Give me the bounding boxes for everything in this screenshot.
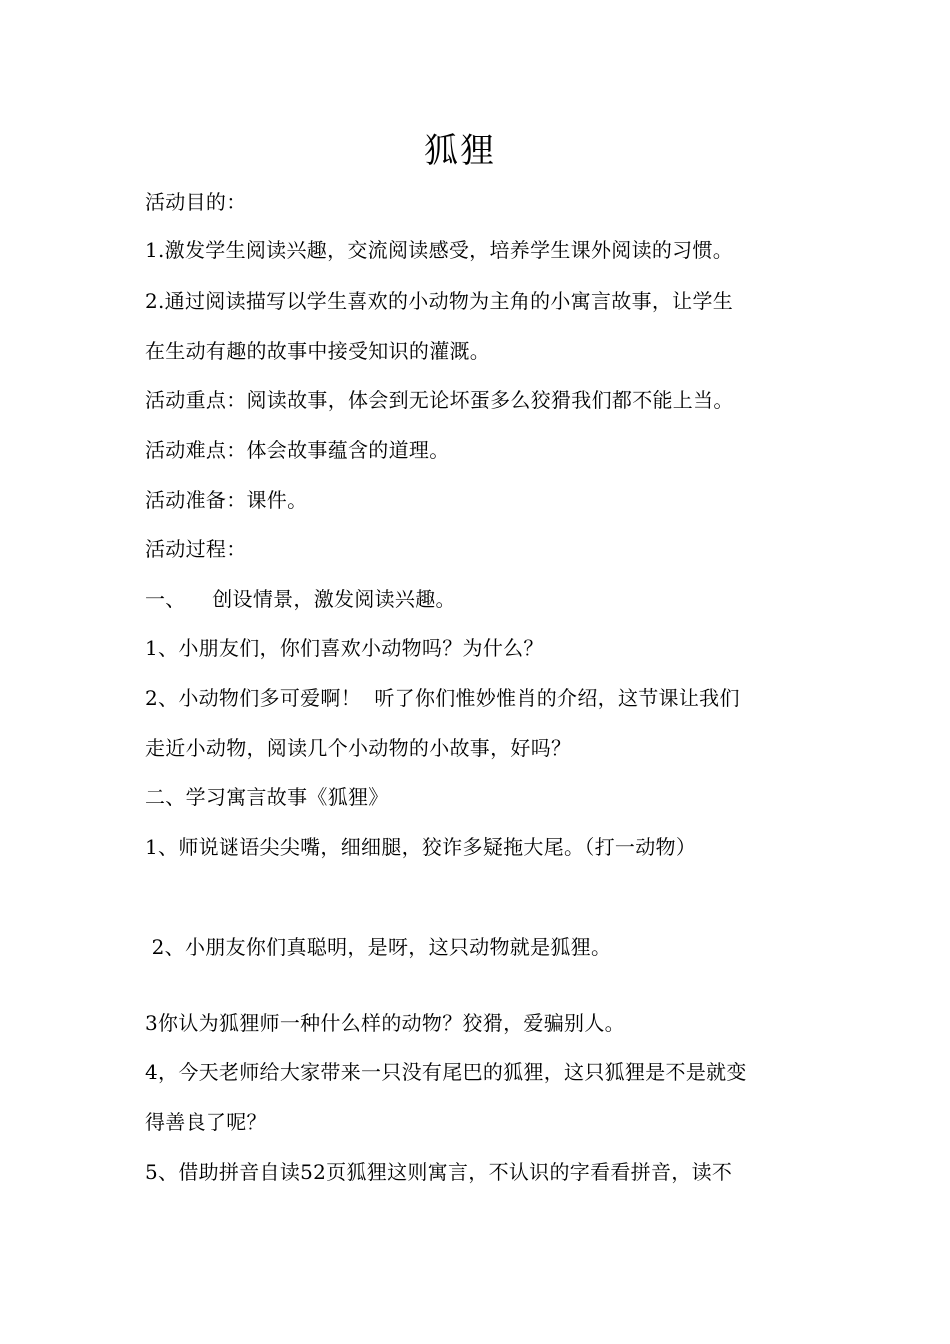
paragraph-line: 二、学习寓言故事《狐狸》 (145, 785, 389, 809)
paragraph-line: 2、小动物们多可爱啊！ 听了你们惟妙惟肖的介绍，这节课让我们 (145, 686, 740, 710)
paragraph-line: 4，今天老师给大家带来一只没有尾巴的狐狸，这只狐狸是不是就变 (145, 1060, 747, 1084)
paragraph-line: 活动目的： (145, 190, 247, 214)
paragraph-line: 在生动有趣的故事中接受知识的灌溉。 (145, 339, 491, 363)
paragraph-line: 得善良了呢？ (145, 1110, 267, 1134)
paragraph-line: 2、小朋友你们真聪明，是呀，这只动物就是狐狸。 (145, 935, 612, 959)
paragraph-line: 活动过程： (145, 537, 247, 561)
paragraph-line: 5、借助拼音自读52页狐狸这则寓言，不认识的字看看拼音，读不 (145, 1160, 733, 1184)
paragraph-line: 走近小动物，阅读几个小动物的小故事，好吗？ (145, 736, 572, 760)
paragraph-line: 2.通过阅读描写以学生喜欢的小动物为主角的小寓言故事，让学生 (145, 289, 734, 313)
paragraph-line: 1、小朋友们，你们喜欢小动物吗？为什么？ (145, 636, 544, 660)
paragraph-line: 3你认为狐狸师一种什么样的动物？狡猾，爱骗别人。 (145, 1011, 625, 1035)
paragraph-line: 活动难点：体会故事蕴含的道理。 (145, 438, 450, 462)
paragraph-line: 1、师说谜语尖尖嘴，细细腿，狡诈多疑拖大尾。（打一动物） (145, 835, 697, 859)
paragraph-line: 活动准备：课件。 (145, 488, 308, 512)
paragraph-line: 一、 创设情景，激发阅读兴趣。 (145, 587, 456, 611)
paragraph-line: 1.激发学生阅读兴趣，交流阅读感受，培养学生课外阅读的习惯。 (145, 238, 734, 262)
paragraph-line: 活动重点：阅读故事，体会到无论坏蛋多么狡猾我们都不能上当。 (145, 388, 734, 412)
document-title: 狐狸 (424, 131, 496, 171)
